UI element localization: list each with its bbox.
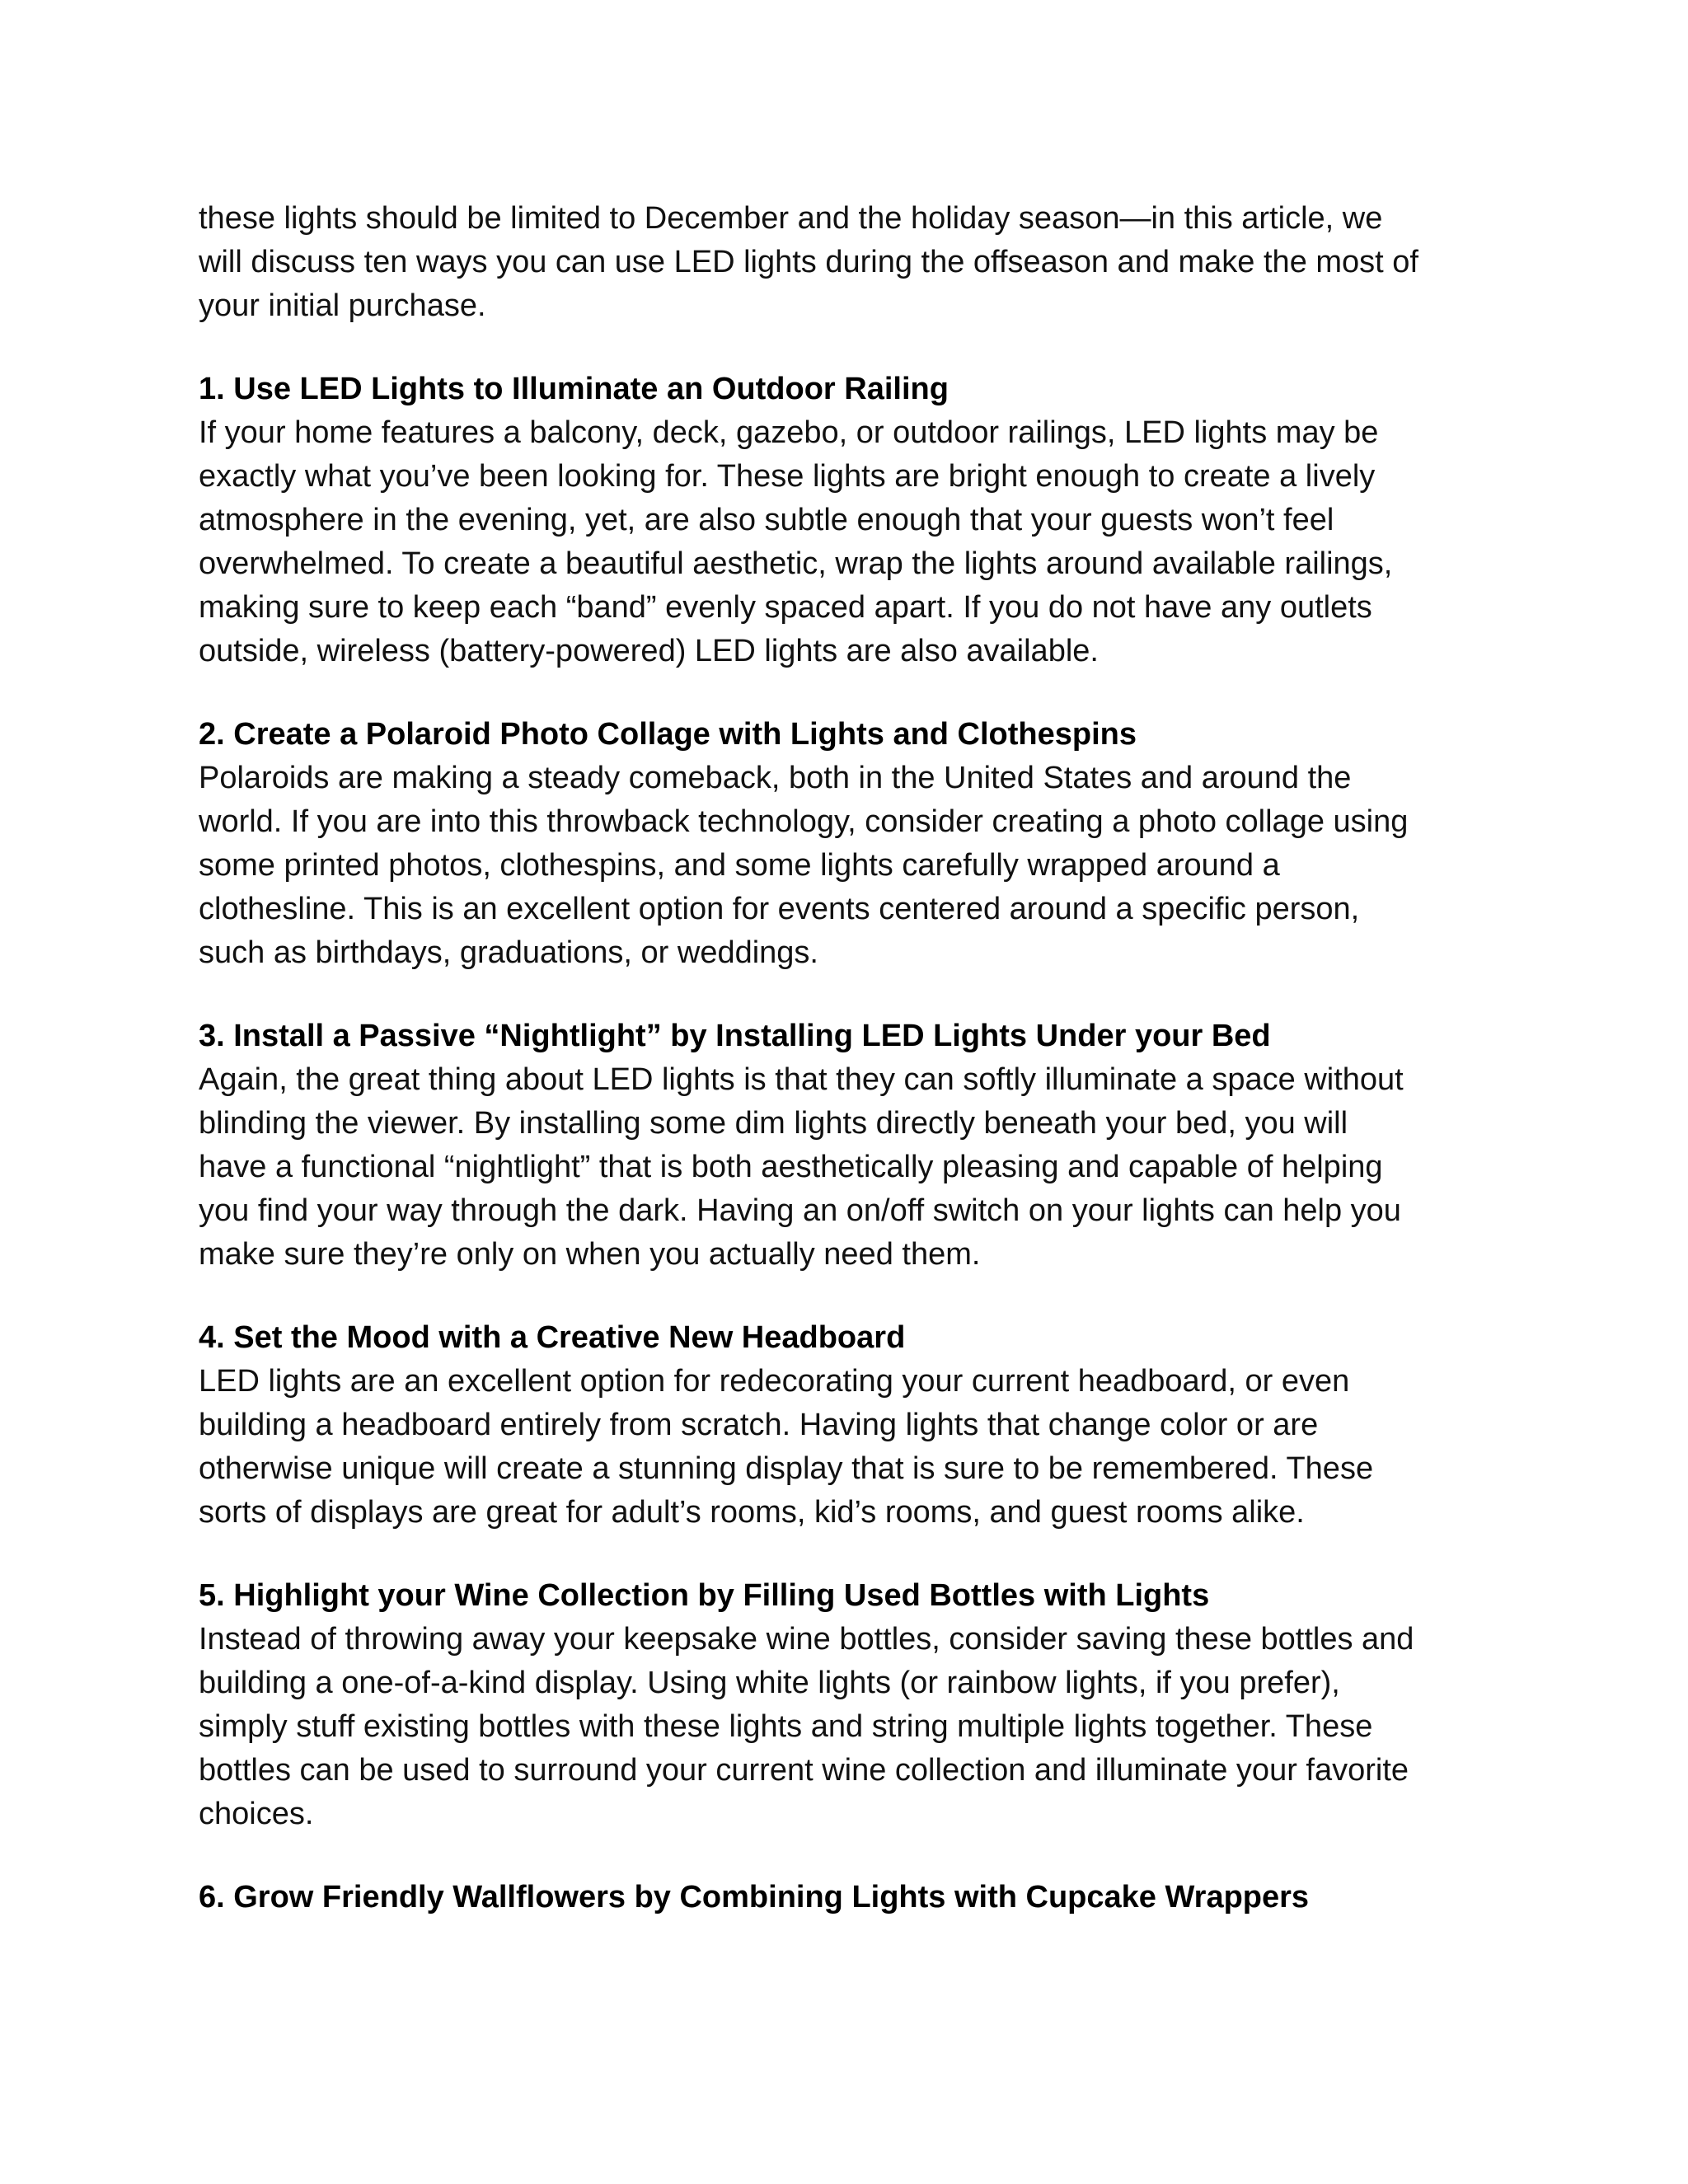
- text-line: If your home features a balcony, deck, gazebo, or outdoor railings, LED lights may be: [199, 415, 1379, 450]
- text-line: otherwise unique will create a stunning display that is sure to be remembered. These: [199, 1451, 1374, 1486]
- section-heading: 4. Set the Mood with a Creative New Headboard: [199, 1320, 906, 1355]
- text-line: will discuss ten ways you can use LED lights during the offseason and make the most of: [199, 245, 1418, 279]
- section-heading: 2. Create a Polaroid Photo Collage with Lights and Clothespins: [199, 717, 1137, 752]
- text-line: making sure to keep each “band” evenly spaced apart. If you do not have any outlets: [199, 590, 1372, 625]
- text-line: choices.: [199, 1797, 314, 1831]
- text-line: Instead of throwing away your keepsake wine bottles, consider saving these bottles and: [199, 1622, 1414, 1657]
- text-line: overwhelmed. To create a beautiful aesthetic, wrap the lights around available railings,: [199, 546, 1393, 581]
- section-paragraph: [199, 411, 1501, 673]
- intro-paragraph: [199, 197, 1501, 328]
- text-line: outside, wireless (battery-powered) LED lights are also available.: [199, 634, 1099, 668]
- text-line: some printed photos, clothespins, and some lights carefully wrapped around a: [199, 848, 1280, 883]
- section-paragraph: [199, 1058, 1501, 1277]
- text-line: make sure they’re only on when you actually need them.: [199, 1237, 981, 1272]
- text-line: exactly what you’ve been looking for. These lights are bright enough to create a lively: [199, 459, 1376, 494]
- text-line: your initial purchase.: [199, 288, 486, 323]
- section-heading: 6. Grow Friendly Wallflowers by Combining Lights with Cupcake Wrappers: [199, 1880, 1310, 1915]
- document-body: [199, 197, 1501, 1919]
- text-line: you find your way through the dark. Having an on/off switch on your lights can help you: [199, 1193, 1401, 1228]
- text-line: blinding the viewer. By installing some dim lights directly beneath your bed, you will: [199, 1106, 1348, 1141]
- text-line: atmosphere in the evening, yet, are also subtle enough that your guests won’t feel: [199, 503, 1334, 537]
- text-line: such as birthdays, graduations, or weddings.: [199, 935, 818, 970]
- text-line: Polaroids are making a steady comeback, both in the United States and around the: [199, 761, 1352, 795]
- text-line: these lights should be limited to December and the holiday season—in this article, we: [199, 201, 1383, 236]
- text-line: building a one-of-a-kind display. Using white lights (or rainbow lights, if you prefer),: [199, 1666, 1340, 1700]
- text-line: have a functional “nightlight” that is both aesthetically pleasing and capable of helping: [199, 1150, 1383, 1184]
- section-3: [199, 1015, 1501, 1277]
- section-5: [199, 1574, 1501, 1836]
- section-paragraph: [199, 757, 1501, 975]
- text-line: simply stuff existing bottles with these lights and string multiple lights together. These: [199, 1709, 1373, 1744]
- text-line: world. If you are into this throwback technology, consider creating a photo collage using: [199, 804, 1409, 839]
- section-2: [199, 713, 1501, 975]
- section-1: [199, 368, 1501, 673]
- text-line: clothesline. This is an excellent option for events centered around a specific person,: [199, 892, 1360, 926]
- text-line: building a headboard entirely from scratch. Having lights that change color or are: [199, 1408, 1319, 1442]
- section-4: [199, 1316, 1501, 1535]
- text-line: sorts of displays are great for adult’s rooms, kid’s rooms, and guest rooms alike.: [199, 1495, 1305, 1530]
- section-heading: 3. Install a Passive “Nightlight” by Installing LED Lights Under your Bed: [199, 1019, 1271, 1053]
- section-heading: 1. Use LED Lights to Illuminate an Outdoor Railing: [199, 372, 949, 406]
- section-heading: 5. Highlight your Wine Collection by Filling Used Bottles with Lights: [199, 1578, 1210, 1613]
- section-6: [199, 1876, 1501, 1919]
- section-paragraph: [199, 1360, 1501, 1535]
- text-line: LED lights are an excellent option for redecorating your current headboard, or even: [199, 1364, 1350, 1399]
- section-paragraph: [199, 1618, 1501, 1836]
- text-line: bottles can be used to surround your current wine collection and illuminate your favorite: [199, 1753, 1409, 1788]
- text-line: Again, the great thing about LED lights is that they can softly illuminate a space without: [199, 1062, 1404, 1097]
